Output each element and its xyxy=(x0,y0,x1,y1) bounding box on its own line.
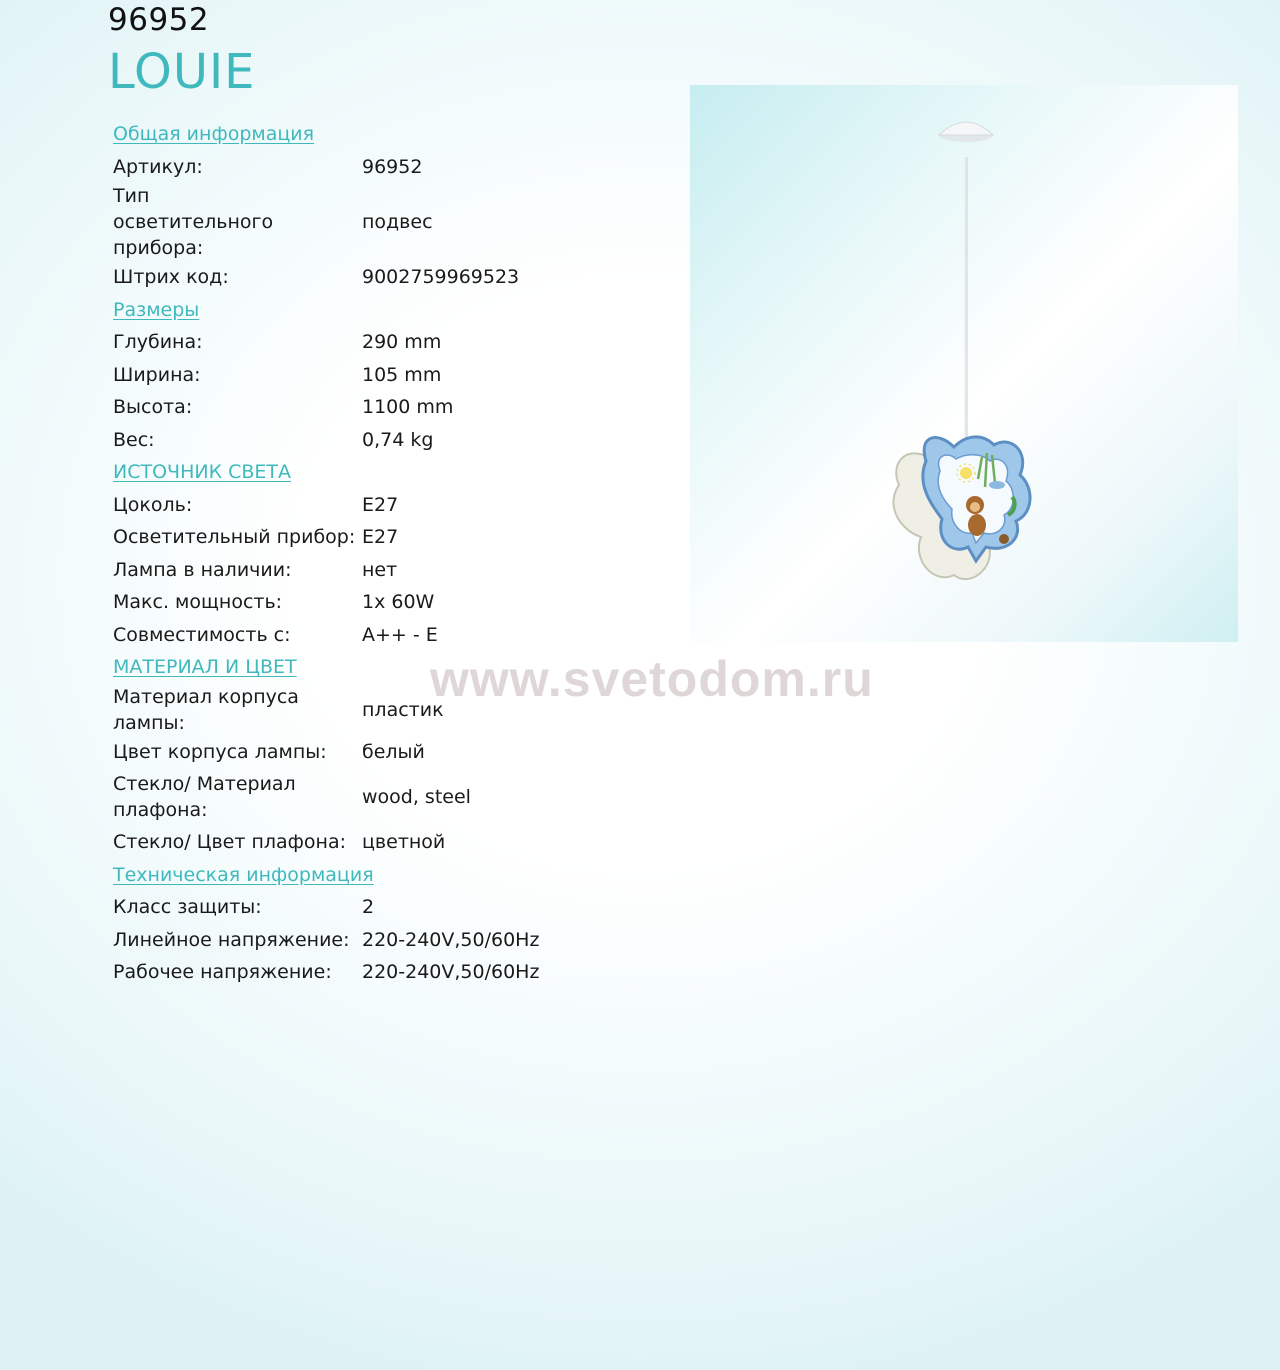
spec-label: Совместимость с: xyxy=(113,623,291,646)
spec-row xyxy=(113,586,673,619)
spec-row xyxy=(113,183,673,261)
spec-row xyxy=(113,326,673,359)
spec-row xyxy=(113,736,673,769)
spec-row xyxy=(113,521,673,554)
spec-row xyxy=(113,151,673,184)
spec-label: Цоколь: xyxy=(113,493,193,516)
product-photo xyxy=(690,85,1238,642)
section-general xyxy=(113,118,673,294)
spec-row xyxy=(113,261,673,294)
spec-value: пластик xyxy=(362,698,444,721)
spec-value: 1100 mm xyxy=(362,396,454,419)
spec-label: Материал корпуса лампы: xyxy=(113,685,299,734)
spec-value: A++ - E xyxy=(362,623,438,646)
spec-row xyxy=(113,956,673,989)
spec-row xyxy=(113,359,673,392)
section-dimensions xyxy=(113,294,673,457)
spec-value: 105 mm xyxy=(362,363,442,386)
spec-row xyxy=(113,489,673,522)
spec-label: Стекло/ Материал плафона: xyxy=(113,773,296,821)
spec-value: белый xyxy=(362,740,425,763)
spec-label: Рабочее напряжение: xyxy=(113,961,332,984)
spec-label: Вес: xyxy=(113,428,155,451)
spec-value: wood, steel xyxy=(362,786,471,808)
spec-label: Артикул: xyxy=(113,155,203,178)
section-title-technical[interactable]: Техническая информация xyxy=(113,863,374,886)
spec-value: 220-240V,50/60Hz xyxy=(362,928,540,951)
spec-value: E27 xyxy=(362,526,399,549)
section-title-light-source[interactable]: ИСТОЧНИК СВЕТА xyxy=(113,461,292,483)
section-technical xyxy=(113,859,673,989)
spec-label: Макс. мощность: xyxy=(113,591,283,614)
spec-row xyxy=(113,826,673,859)
section-title-dimensions[interactable]: Размеры xyxy=(113,298,200,321)
product-name: LOUIE xyxy=(108,44,256,100)
spec-value: 9002759969523 xyxy=(362,266,520,289)
section-title-material-color[interactable]: МАТЕРИАЛ И ЦВЕТ xyxy=(113,656,297,678)
spec-value: подвес xyxy=(362,211,433,233)
spec-label: Ширина: xyxy=(113,363,201,386)
watermark: www.svetodom.ru xyxy=(430,651,874,707)
spec-label: Штрих код: xyxy=(113,266,229,289)
spec-row xyxy=(113,768,673,826)
spec-label: Лампа в наличии: xyxy=(113,558,292,581)
section-title-general[interactable]: Общая информация xyxy=(113,123,315,145)
spec-value: 290 mm xyxy=(362,331,442,354)
product-article: 96952 xyxy=(108,2,210,38)
spec-row xyxy=(113,924,673,957)
spec-label: Высота: xyxy=(113,396,193,419)
spec-label: Глубина: xyxy=(113,331,203,354)
spec-value: цветной xyxy=(362,831,446,854)
spec-value: 96952 xyxy=(362,155,423,178)
spec-value: нет xyxy=(362,558,398,581)
spec-row xyxy=(113,619,673,652)
spec-row xyxy=(113,891,673,924)
spec-label: Линейное напряжение: xyxy=(113,928,350,951)
spec-table xyxy=(113,118,673,989)
spec-label: Класс защиты: xyxy=(113,896,262,919)
spec-row xyxy=(113,554,673,587)
spec-value: 1x 60W xyxy=(362,591,435,614)
pendant-lamp-illustration xyxy=(690,85,1238,642)
spec-row xyxy=(113,424,673,457)
spec-value: 220-240V,50/60Hz xyxy=(362,961,540,984)
spec-value: 0,74 kg xyxy=(362,428,434,451)
spec-label: Осветительный прибор: xyxy=(113,526,356,549)
spec-label: Цвет корпуса лампы: xyxy=(113,740,327,763)
spec-label: Стекло/ Цвет плафона: xyxy=(113,831,347,854)
spec-label: Тип осветительного прибора: xyxy=(113,185,274,259)
section-light-source xyxy=(113,456,673,651)
spec-row xyxy=(113,391,673,424)
spec-value: 2 xyxy=(362,896,375,919)
spec-value: E27 xyxy=(362,493,399,516)
